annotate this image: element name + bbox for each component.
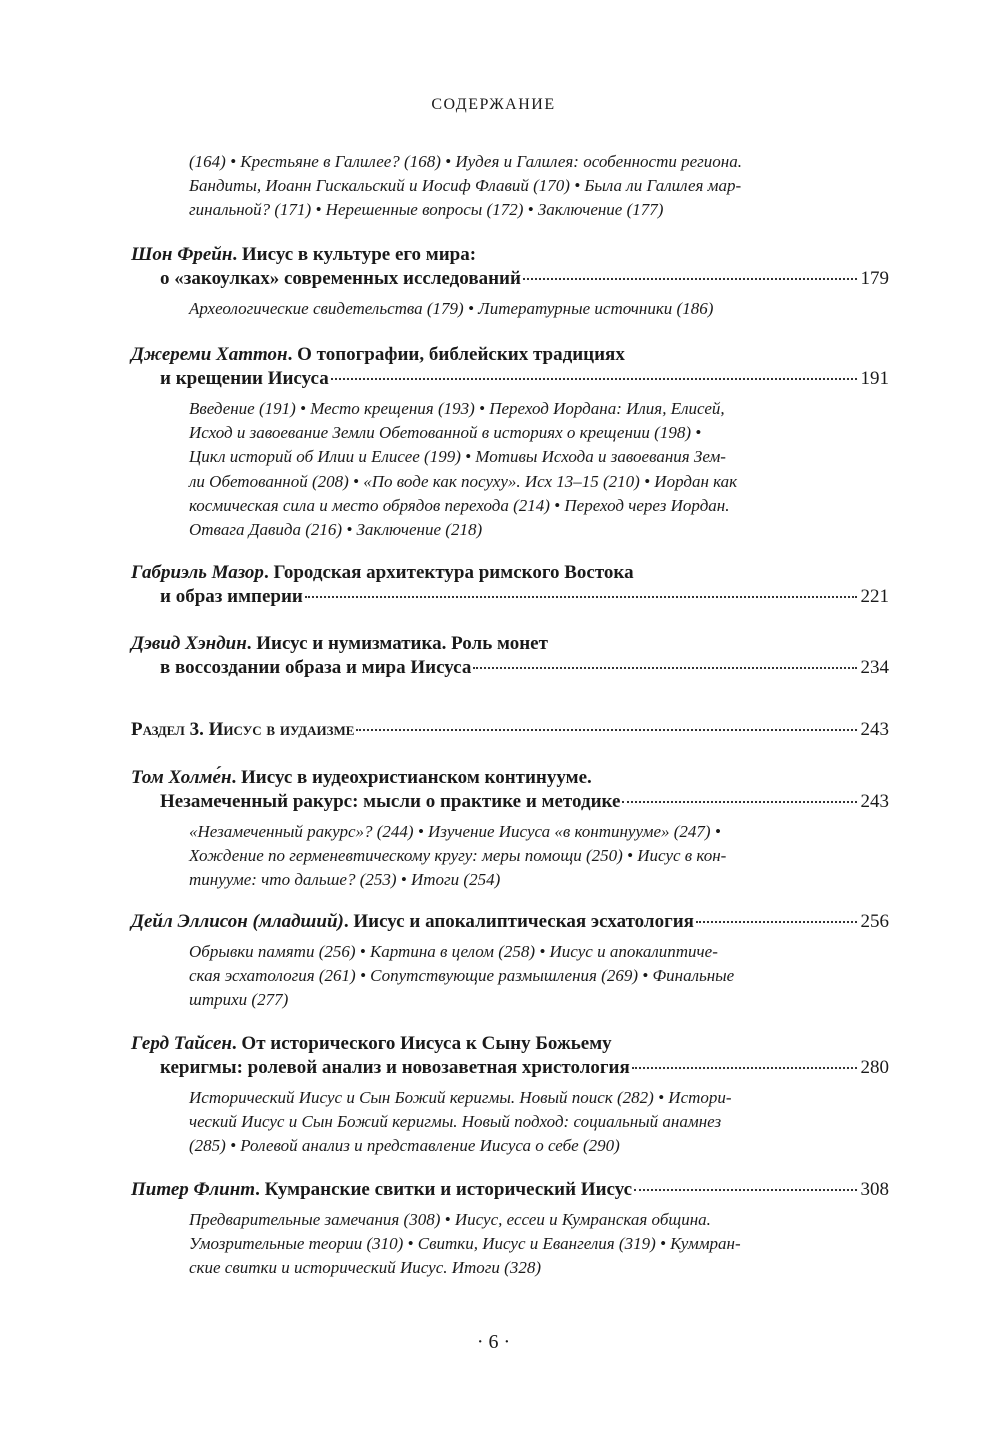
page-number: 234: [860, 657, 889, 678]
entry-heading: [131, 632, 889, 656]
entry-title: . Иисус и нумизматика. Роль монет: [246, 633, 548, 654]
toc-entry: [131, 1032, 889, 1159]
entry-title-line: [131, 790, 889, 814]
subsection-line: Предварительные замечания (308) • Иисус, ессеи и Кумранская община.: [189, 1210, 711, 1229]
dot-leader: [331, 378, 857, 380]
running-head: СОДЕРЖАНИЕ: [431, 96, 556, 113]
page-number: 191: [860, 368, 889, 389]
entry-title: и крещении Иисуса: [160, 368, 329, 389]
entry-author: Джереми Хаттон: [131, 344, 288, 365]
entry-heading: [131, 1178, 889, 1202]
dot-leader: [696, 921, 857, 923]
entry-author: Дэвид Хэндин: [131, 633, 247, 654]
subsection-list: [131, 397, 835, 542]
page-number: 221: [860, 586, 889, 607]
entry-title-line: [131, 367, 889, 391]
entry-title-line: [131, 656, 889, 680]
dot-leader: [356, 729, 856, 731]
entry-title: . От исторического Иисуса к Сыну Божьему: [231, 1033, 612, 1054]
toc-entry: [131, 243, 889, 321]
entry-author: Дейл Эллисон (младший): [131, 911, 344, 932]
subsection-line: «Незамеченный ракурс»? (244) • Изучение Иисуса «в континууме» (247) •: [189, 822, 721, 841]
entry-heading: [131, 910, 889, 934]
subsection-list: [131, 820, 835, 893]
subsection-line: Исторический Иисус и Сын Божий керигмы. Новый поиск (282) • Истори-: [189, 1088, 732, 1107]
dot-leader: [634, 1189, 856, 1191]
entry-author: Том Холме́н: [131, 767, 232, 788]
toc-entry: [131, 1178, 889, 1281]
entry-title: . Иисус и апокалиптическая эсхатология: [343, 911, 694, 932]
subsection-line: Исход и завоевание Земли Обетованной в историях о крещении (198) •: [189, 423, 702, 443]
entry-heading: [131, 1032, 889, 1056]
entry-title: в воссоздании образа и мира Иисуса: [160, 657, 472, 678]
page-number: 243: [860, 719, 889, 740]
subsection-list: [131, 1086, 835, 1159]
entry-title-line: [131, 585, 889, 609]
toc-entry: [131, 343, 889, 542]
page-folio: · 6 ·: [476, 1331, 511, 1353]
page-number: 256: [860, 911, 889, 932]
subsection-line: ская эсхатология (261) • Сопутствующие размышления (269) • Финальные: [189, 966, 735, 986]
entry-title: Незамеченный ракурс: мысли о практике и методике: [160, 791, 621, 812]
toc-continuation: [131, 150, 889, 223]
dot-leader: [622, 801, 856, 803]
dot-leader: [523, 278, 857, 280]
subsection-line: Археологические свидетельства (179) • Литературные источники (186): [189, 299, 714, 318]
subsection-line: ские свитки и исторический Иисус. Итоги (328): [189, 1258, 542, 1278]
entry-title: . О топографии, библейских традициях: [287, 344, 625, 365]
entry-title-line: [131, 267, 889, 291]
subsection-line: гинальной? (171) • Нерешенные вопросы (172) • Заключение (177): [189, 200, 664, 220]
section-line: [131, 718, 889, 742]
section-title: Иисус в иудаизме: [208, 719, 355, 740]
subsection-list: [131, 297, 835, 321]
entry-title: . Иисус в иудеохристианском континууме.: [231, 767, 592, 788]
entry-title: . Кумранские свитки и исторический Иисус: [255, 1179, 633, 1200]
entry-title-line: [131, 1056, 889, 1080]
page-number: 243: [860, 791, 889, 812]
toc-entry: [131, 561, 889, 609]
subsection-list: [131, 150, 835, 223]
section-label: Раздел 3.: [131, 719, 204, 740]
entry-heading: [131, 766, 889, 790]
subsection-line: ческий Иисус и Сын Божий керигмы. Новый подход: социальный анамнез: [189, 1112, 722, 1132]
subsection-line: Бандиты, Иоанн Гискальский и Иосиф Флавий (170) • Была ли Галилея мар-: [189, 176, 742, 196]
entry-author: Габриэль Мазор: [131, 562, 264, 583]
subsection-line: (164) • Крестьяне в Галилее? (168) • Иудея и Галилея: особенности региона.: [189, 152, 742, 171]
subsection-line: Обрывки памяти (256) • Картина в целом (258) • Иисус и апокалиптиче-: [189, 942, 718, 961]
page-number: 179: [860, 268, 889, 289]
page-number: 280: [860, 1057, 889, 1078]
subsection-line: космическая сила и место обрядов перехода (214) • Переход через Иордан.: [189, 495, 730, 515]
section-heading: [131, 718, 889, 742]
toc-entry: [131, 632, 889, 680]
entry-heading: [131, 561, 889, 585]
entry-author: Шон Фрейн: [131, 244, 233, 265]
subsection-line: Отвага Давида (216) • Заключение (218): [189, 520, 483, 540]
entry-title: и образ империи: [160, 586, 303, 607]
entry-heading: [131, 243, 889, 267]
toc-entry: [131, 766, 889, 893]
entry-title: о «закоулках» современных исследований: [160, 268, 521, 289]
page-number: 308: [860, 1179, 889, 1200]
subsection-line: тинууме: что дальше? (253) • Итоги (254): [189, 870, 501, 890]
entry-title: керигмы: ролевой анализ и новозаветная христология: [160, 1057, 630, 1078]
dot-leader: [473, 667, 856, 669]
subsection-line: штрихи (277): [189, 990, 289, 1010]
subsection-line: Хождение по герменевтическому кругу: меры помощи (250) • Иисус в кон-: [189, 846, 727, 866]
subsection-line: Умозрительные теории (310) • Свитки, Иисус и Евангелия (319) • Куммран-: [189, 1234, 741, 1254]
entry-title: . Городская архитектура римского Востока: [263, 562, 634, 583]
subsection-list: [131, 940, 835, 1013]
entry-author: Питер Флинт: [131, 1179, 256, 1200]
entry-author: Герд Тайсен: [131, 1033, 232, 1054]
subsection-line: Введение (191) • Место крещения (193) • Переход Иордана: Илия, Елисей,: [189, 399, 725, 418]
entry-title: . Иисус в культуре его мира:: [232, 244, 477, 265]
dot-leader: [305, 596, 857, 598]
subsection-list: [131, 1208, 835, 1281]
toc-entry: [131, 910, 889, 1013]
dot-leader: [632, 1067, 857, 1069]
subsection-line: ли Обетованной (208) • «По воде как посуху». Исх 13–15 (210) • Иордан как: [189, 471, 738, 491]
subsection-line: Цикл историй об Илии и Елисее (199) • Мотивы Исхода и завоевания Зем-: [189, 447, 726, 467]
entry-heading: [131, 343, 889, 367]
subsection-line: (285) • Ролевой анализ и представление Иисуса о себе (290): [189, 1136, 620, 1156]
